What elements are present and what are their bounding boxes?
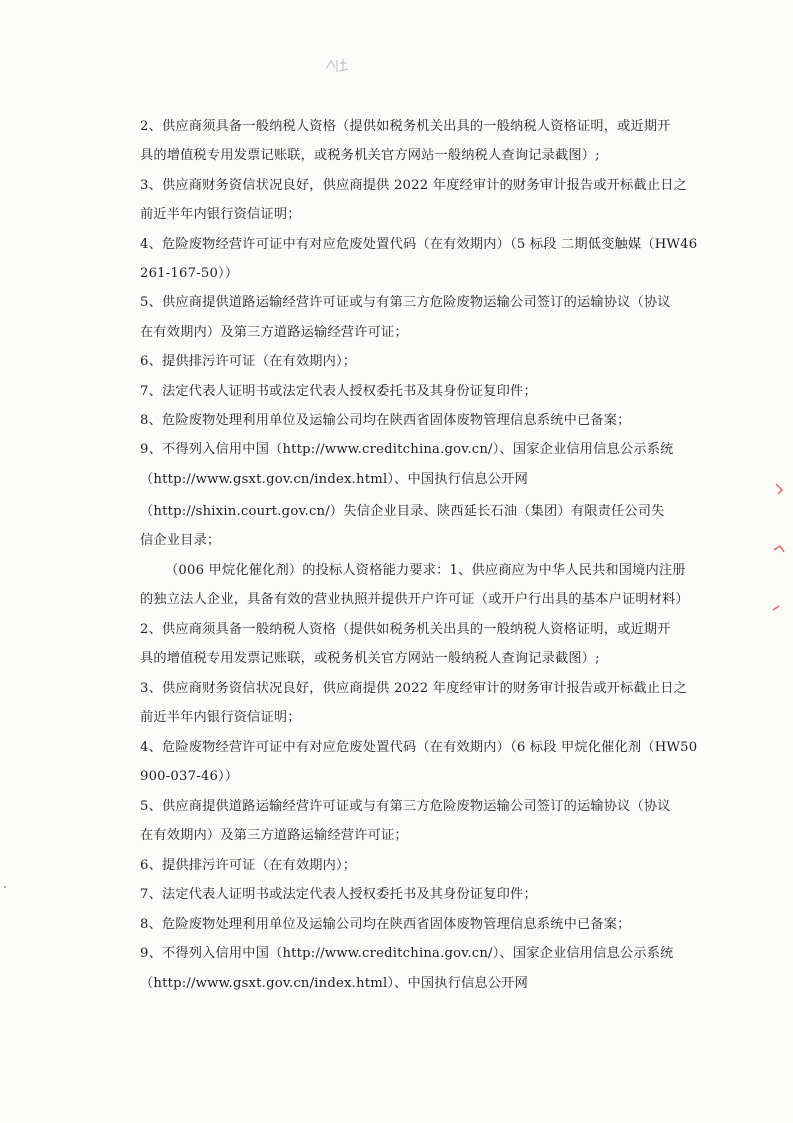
text-line: 4、危险废物经营许可证中有对应危废处置代码（在有效期内）（5 标段 二期低变触媒（HW46: [140, 237, 698, 252]
scan-dot: [2, 875, 8, 881]
text-line: 具的增值税专用发票记账联，或税务机关官方网站一般纳税人查询记录截图）;: [140, 651, 600, 666]
text-line: 2、供应商须具备一般纳税人资格（提供如税务机关出具的一般纳税人资格证明，或近期开: [140, 622, 671, 637]
text-line: 9、不得列入信用中国（http://www.creditchina.gov.cn/）、国家企业信用信息公示系统: [140, 946, 674, 961]
red-seal-edge: [770, 480, 788, 630]
text-line: 在有效期内）及第三方道路运输经营许可证；: [140, 325, 408, 340]
text-line: 261-167-50））: [140, 266, 239, 281]
text-line: 8、危险废物处理利用单位及运输公司均在陕西省固体废物管理信息系统中已备案；: [140, 917, 631, 932]
text-line: 8、危险废物处理利用单位及运输公司均在陕西省固体废物管理信息系统中已备案；: [140, 413, 631, 428]
text-line: 信企业目录；: [140, 533, 221, 548]
text-line: 3、供应商财务资信状况良好，供应商提供 2022 年度经审计的财务审计报告或开标截止日之: [140, 681, 688, 696]
text-line: 6、提供排污许可证（在有效期内）；: [140, 354, 357, 369]
text-line: 的独立法人企业，具备有效的营业执照并提供开户许可证（或开户行出具的基本户证明材料）: [140, 592, 689, 607]
text-line: 7、法定代表人证明书或法定代表人授权委托书及其身份证复印件；: [140, 384, 537, 399]
text-line: 前近半年内银行资信证明；: [140, 207, 301, 222]
text-line: 具的增值税专用发票记账联，或税务机关官方网站一般纳税人查询记录截图）;: [140, 148, 600, 163]
text-line: （http://shixin.court.gov.cn/）失信企业目录、陕西延长石油（集团）有限责任公司失: [140, 504, 665, 519]
text-line: 6、提供排污许可证（在有效期内）；: [140, 858, 357, 873]
text-line: 在有效期内）及第三方道路运输经营许可证；: [140, 828, 408, 843]
text-line: 4、危险废物经营许可证中有对应危废处置代码（在有效期内）（6 标段 甲烷化催化剂（HW50: [140, 740, 698, 755]
text-line: （http://www.gsxt.gov.cn/index.html）、中国执行信息公开网: [140, 976, 529, 991]
text-line: （http://www.gsxt.gov.cn/index.html）、中国执行信息公开网: [140, 472, 529, 487]
text-line: 900-037-46））: [140, 769, 239, 784]
text-line: 2、供应商须具备一般纳税人资格（提供如税务机关出具的一般纳税人资格证明，或近期开: [140, 119, 671, 134]
text-line: 前近半年内银行资信证明；: [140, 710, 301, 725]
text-line: 3、供应商财务资信状况良好，供应商提供 2022 年度经审计的财务审计报告或开标截止日之: [140, 178, 688, 193]
text-line: （006 甲烷化催化剂）的投标人资格能力要求：1、供应商应为中华人民共和国境内注册: [165, 563, 686, 578]
text-line: 5、供应商提供道路运输经营许可证或与有第三方危险废物运输公司签订的运输协议（协议: [140, 799, 671, 814]
text-line: 5、供应商提供道路运输经营许可证或与有第三方危险废物运输公司签订的运输协议（协议: [140, 295, 671, 310]
faint-stamp-mark: [322, 55, 352, 77]
text-line: 7、法定代表人证明书或法定代表人授权委托书及其身份证复印件；: [140, 887, 537, 902]
text-line: 9、不得列入信用中国（http://www.creditchina.gov.cn/）、国家企业信用信息公示系统: [140, 442, 674, 457]
